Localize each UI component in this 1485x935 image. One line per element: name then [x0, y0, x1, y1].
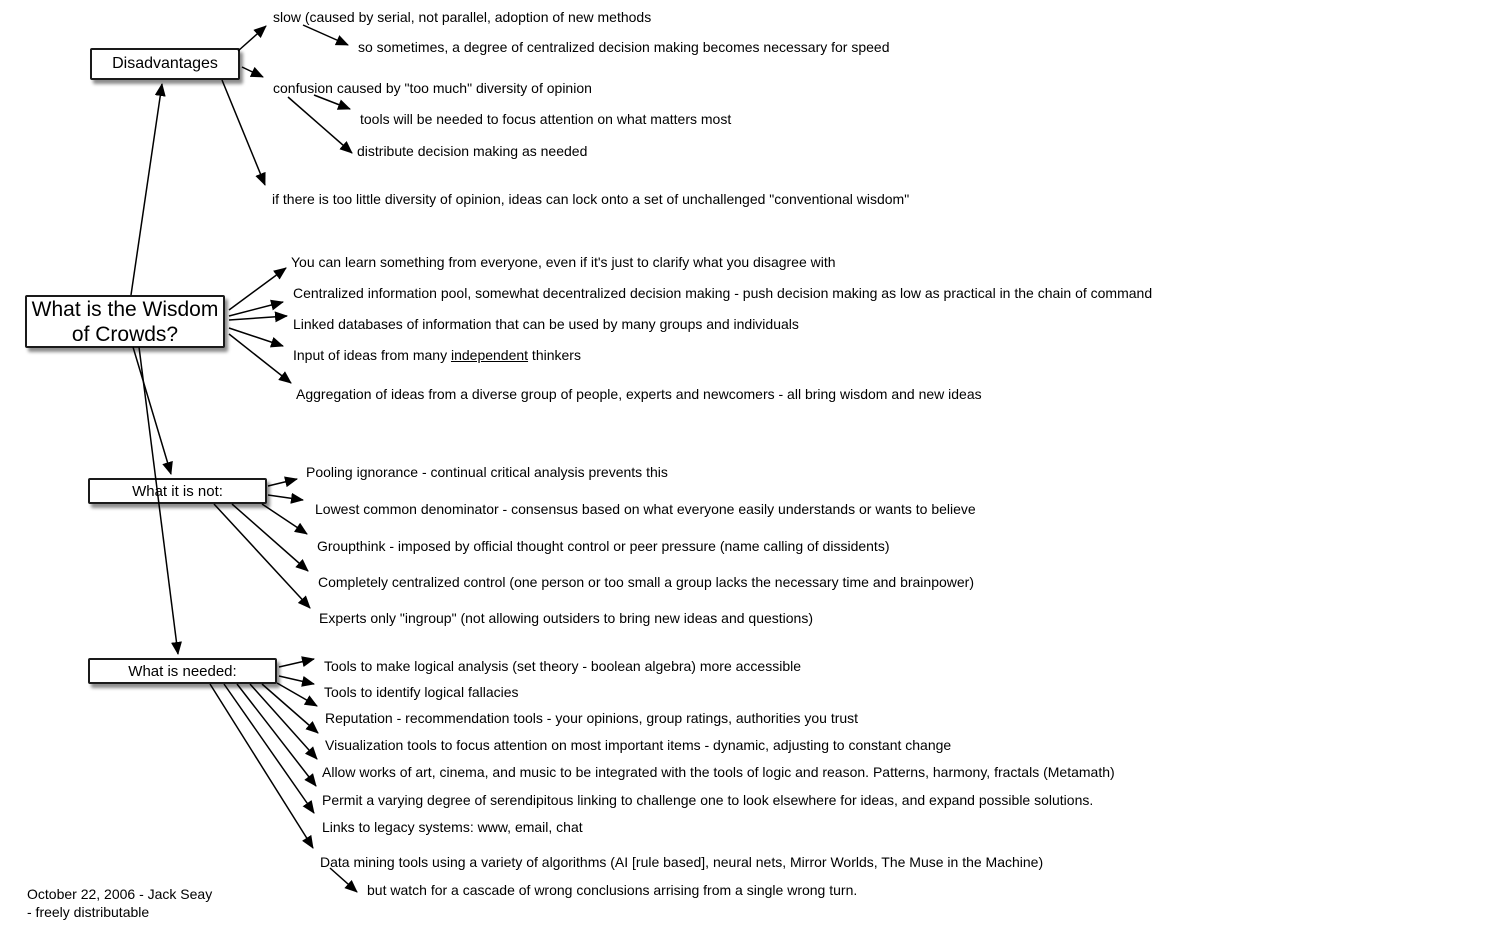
footer-date-author: October 22, 2006 - Jack Seay — [27, 886, 213, 902]
leaf-slow[interactable]: slow (caused by serial, not parallel, adoption of new methods — [273, 9, 652, 25]
arrow-needed-to-legacy — [224, 684, 314, 813]
leaf-pooling[interactable]: Pooling ignorance - continual critical analysis prevents this — [306, 464, 668, 480]
node-what-it-is-not[interactable] — [88, 478, 267, 504]
arrow-needed-to-art — [250, 684, 317, 759]
node-what-is-needed-label: What is needed: — [128, 662, 237, 680]
leaf-centralized-control[interactable]: Completely centralized control (one person or too small a group lacks the necessary time and brainpower) — [318, 574, 974, 590]
arrow-main-to-centralized-pool — [229, 302, 283, 316]
arrow-needed-to-visualization — [262, 684, 318, 733]
leaf-centralized-pool[interactable]: Centralized information pool, somewhat decentralized decision making - push decision making as low as practical in the chain of command — [293, 285, 1153, 301]
node-main-topic-label: What is the Wisdom of Crowds? — [31, 297, 219, 346]
footer-license: - freely distributable — [27, 904, 150, 920]
arrow-disadvantages-to-too-little — [222, 80, 265, 185]
leaf-art[interactable]: Allow works of art, cinema, and music to be integrated with the tools of logic and reason. Patterns, harmony, fractals (Metamath) — [322, 764, 1115, 780]
leaf-logical-analysis[interactable]: Tools to make logical analysis (set theory - boolean algebra) more accessible — [324, 658, 802, 674]
arrow-disadvantages-to-slow — [238, 26, 266, 51]
arrow-not-to-centralized-control — [232, 504, 308, 571]
arrow-confusion-to-tools-focus — [314, 95, 350, 109]
node-disadvantages[interactable] — [90, 48, 240, 80]
leaf-tools-focus[interactable]: tools will be needed to focus attention on what matters most — [360, 111, 732, 127]
leaf-aggregation[interactable]: Aggregation of ideas from a diverse group of people, experts and newcomers - all bring wisdom and new ideas — [296, 386, 982, 402]
leaf-learn[interactable]: You can learn something from everyone, even if it's just to clarify what you disagree with — [291, 254, 836, 270]
footer-credit — [27, 885, 212, 921]
arrow-needed-to-serendipity — [237, 684, 316, 786]
arrow-needed-to-fallacies — [279, 676, 314, 684]
leaf-too-little[interactable]: if there is too little diversity of opinion, ideas can lock onto a set of unchallenged "conventional wisdom" — [272, 191, 910, 207]
leaf-data-mining[interactable]: Data mining tools using a variety of algorithms (AI [rule based], neural nets, Mirror Worlds, The Muse in the Machine) — [320, 854, 1044, 870]
arrow-main-to-linked-databases — [229, 316, 287, 320]
node-disadvantages-label: Disadvantages — [112, 55, 218, 72]
leaf-experts-only[interactable]: Experts only "ingroup" (not allowing outsiders to bring new ideas and questions) — [319, 610, 813, 626]
leaf-lowest[interactable]: Lowest common denominator - consensus based on what everyone easily understands or wants to believe — [315, 501, 976, 517]
node-what-is-needed[interactable] — [88, 658, 277, 684]
node-main-topic[interactable] — [25, 295, 225, 348]
arrow-not-to-pooling — [268, 479, 297, 486]
arrow-disadvantages-to-confusion — [242, 67, 263, 77]
arrow-main-to-learn — [229, 268, 286, 310]
arrow-confusion-to-distribute — [288, 97, 352, 153]
arrow-not-to-lowest — [268, 495, 303, 500]
leaf-linked-databases[interactable]: Linked databases of information that can be used by many groups and individuals — [293, 316, 799, 332]
leaf-input-ideas[interactable]: Input of ideas from many independent thinkers — [293, 347, 581, 363]
arrow-main-to-what-it-is-not — [133, 347, 171, 474]
node-what-it-is-not-label: What it is not: — [132, 482, 223, 500]
arrow-slow-to-so-sometimes — [303, 25, 348, 45]
leaf-serendipity[interactable]: Permit a varying degree of serendipitous linking to challenge one to look elsewhere for ideas, and expand possible solutions. — [322, 792, 1094, 808]
arrow-not-to-experts-only — [214, 504, 310, 608]
arrow-needed-to-logical-analysis — [279, 659, 314, 667]
arrow-not-to-groupthink — [262, 504, 307, 534]
leaf-confusion[interactable]: confusion caused by "too much" diversity of opinion — [273, 80, 592, 96]
leaf-cascade[interactable]: but watch for a cascade of wrong conclusions arrising from a single wrong turn. — [367, 882, 858, 898]
arrow-main-to-disadvantages — [131, 84, 162, 295]
arrow-main-to-input-ideas — [229, 328, 283, 346]
leaf-so-sometimes[interactable]: so sometimes, a degree of centralized decision making becomes necessary for speed — [358, 39, 890, 55]
leaf-fallacies[interactable]: Tools to identify logical fallacies — [324, 684, 519, 700]
arrow-main-to-aggregation — [229, 334, 291, 383]
leaf-legacy[interactable]: Links to legacy systems: www, email, chat — [322, 819, 583, 835]
arrow-needed-to-reputation — [277, 683, 317, 706]
arrow-needed-to-data-mining — [210, 684, 313, 848]
leaf-visualization[interactable]: Visualization tools to focus attention on most important items - dynamic, adjusting to constant change — [325, 737, 952, 753]
leaf-groupthink[interactable]: Groupthink - imposed by official thought control or peer pressure (name calling of dissidents) — [317, 538, 890, 554]
leaf-reputation[interactable]: Reputation - recommendation tools - your opinions, group ratings, authorities you trust — [325, 710, 859, 726]
arrow-data-mining-to-cascade — [330, 868, 357, 892]
leaf-distribute[interactable]: distribute decision making as needed — [357, 143, 588, 159]
